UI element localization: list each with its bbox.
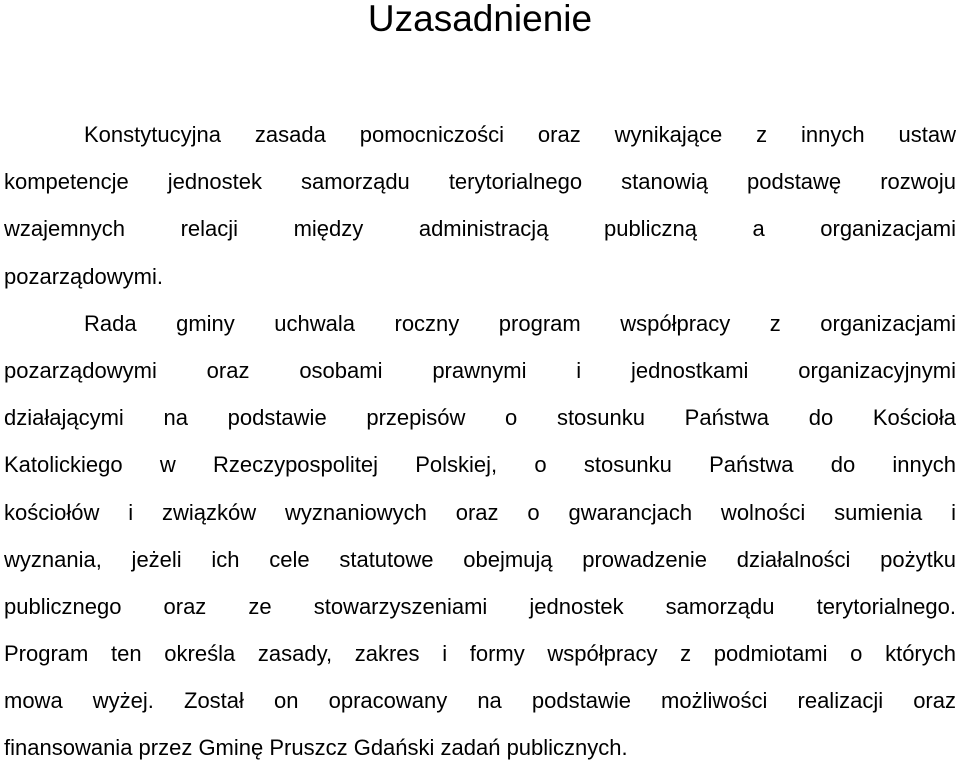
- paragraph-line: publicznego oraz ze stowarzyszeniami jednostek samorządu terytorialnego.: [4, 593, 956, 619]
- paragraph-line: kościołów i związków wyznaniowych oraz o gwarancjach wolności sumienia i: [4, 499, 956, 525]
- paragraph-line: Katolickiego w Rzeczypospolitej Polskiej, o stosunku Państwa do innych: [4, 452, 956, 478]
- document-title: Uzasadnienie: [367, 0, 593, 39]
- paragraph-line: pozarządowymi oraz osobami prawnymi i jednostkami organizacyjnymi: [4, 357, 956, 383]
- paragraph-line: Konstytucyjna zasada pomocniczości oraz wynikające z innych ustaw: [84, 122, 956, 147]
- paragraph-line: kompetencje jednostek samorządu terytorialnego stanowią podstawę rozwoju: [4, 169, 956, 195]
- paragraph-line: działającymi na podstawie przepisów o stosunku Państwa do Kościoła: [4, 405, 956, 431]
- paragraph-line: finansowania przez Gminę Pruszcz Gdański zadań publicznych.: [4, 735, 628, 761]
- paragraph-line: Program ten określa zasady, zakres i formy współpracy z podmiotami o których: [4, 641, 956, 667]
- paragraph-line: mowa wyżej. Został on opracowany na podstawie możliwości realizacji oraz: [4, 688, 956, 714]
- paragraph-line: wzajemnych relacji między administracją publiczną a organizacjami: [4, 216, 956, 242]
- paragraph-line: pozarządowymi.: [4, 263, 163, 289]
- paragraph-line: wyznania, jeżeli ich cele statutowe obejmują prowadzenie działalności pożytku: [4, 546, 956, 572]
- paragraph-1: [4, 111, 956, 300]
- paragraph-2: [4, 300, 956, 772]
- paragraph-line: Rada gminy uchwala roczny program współpracy z organizacjami: [84, 310, 956, 336]
